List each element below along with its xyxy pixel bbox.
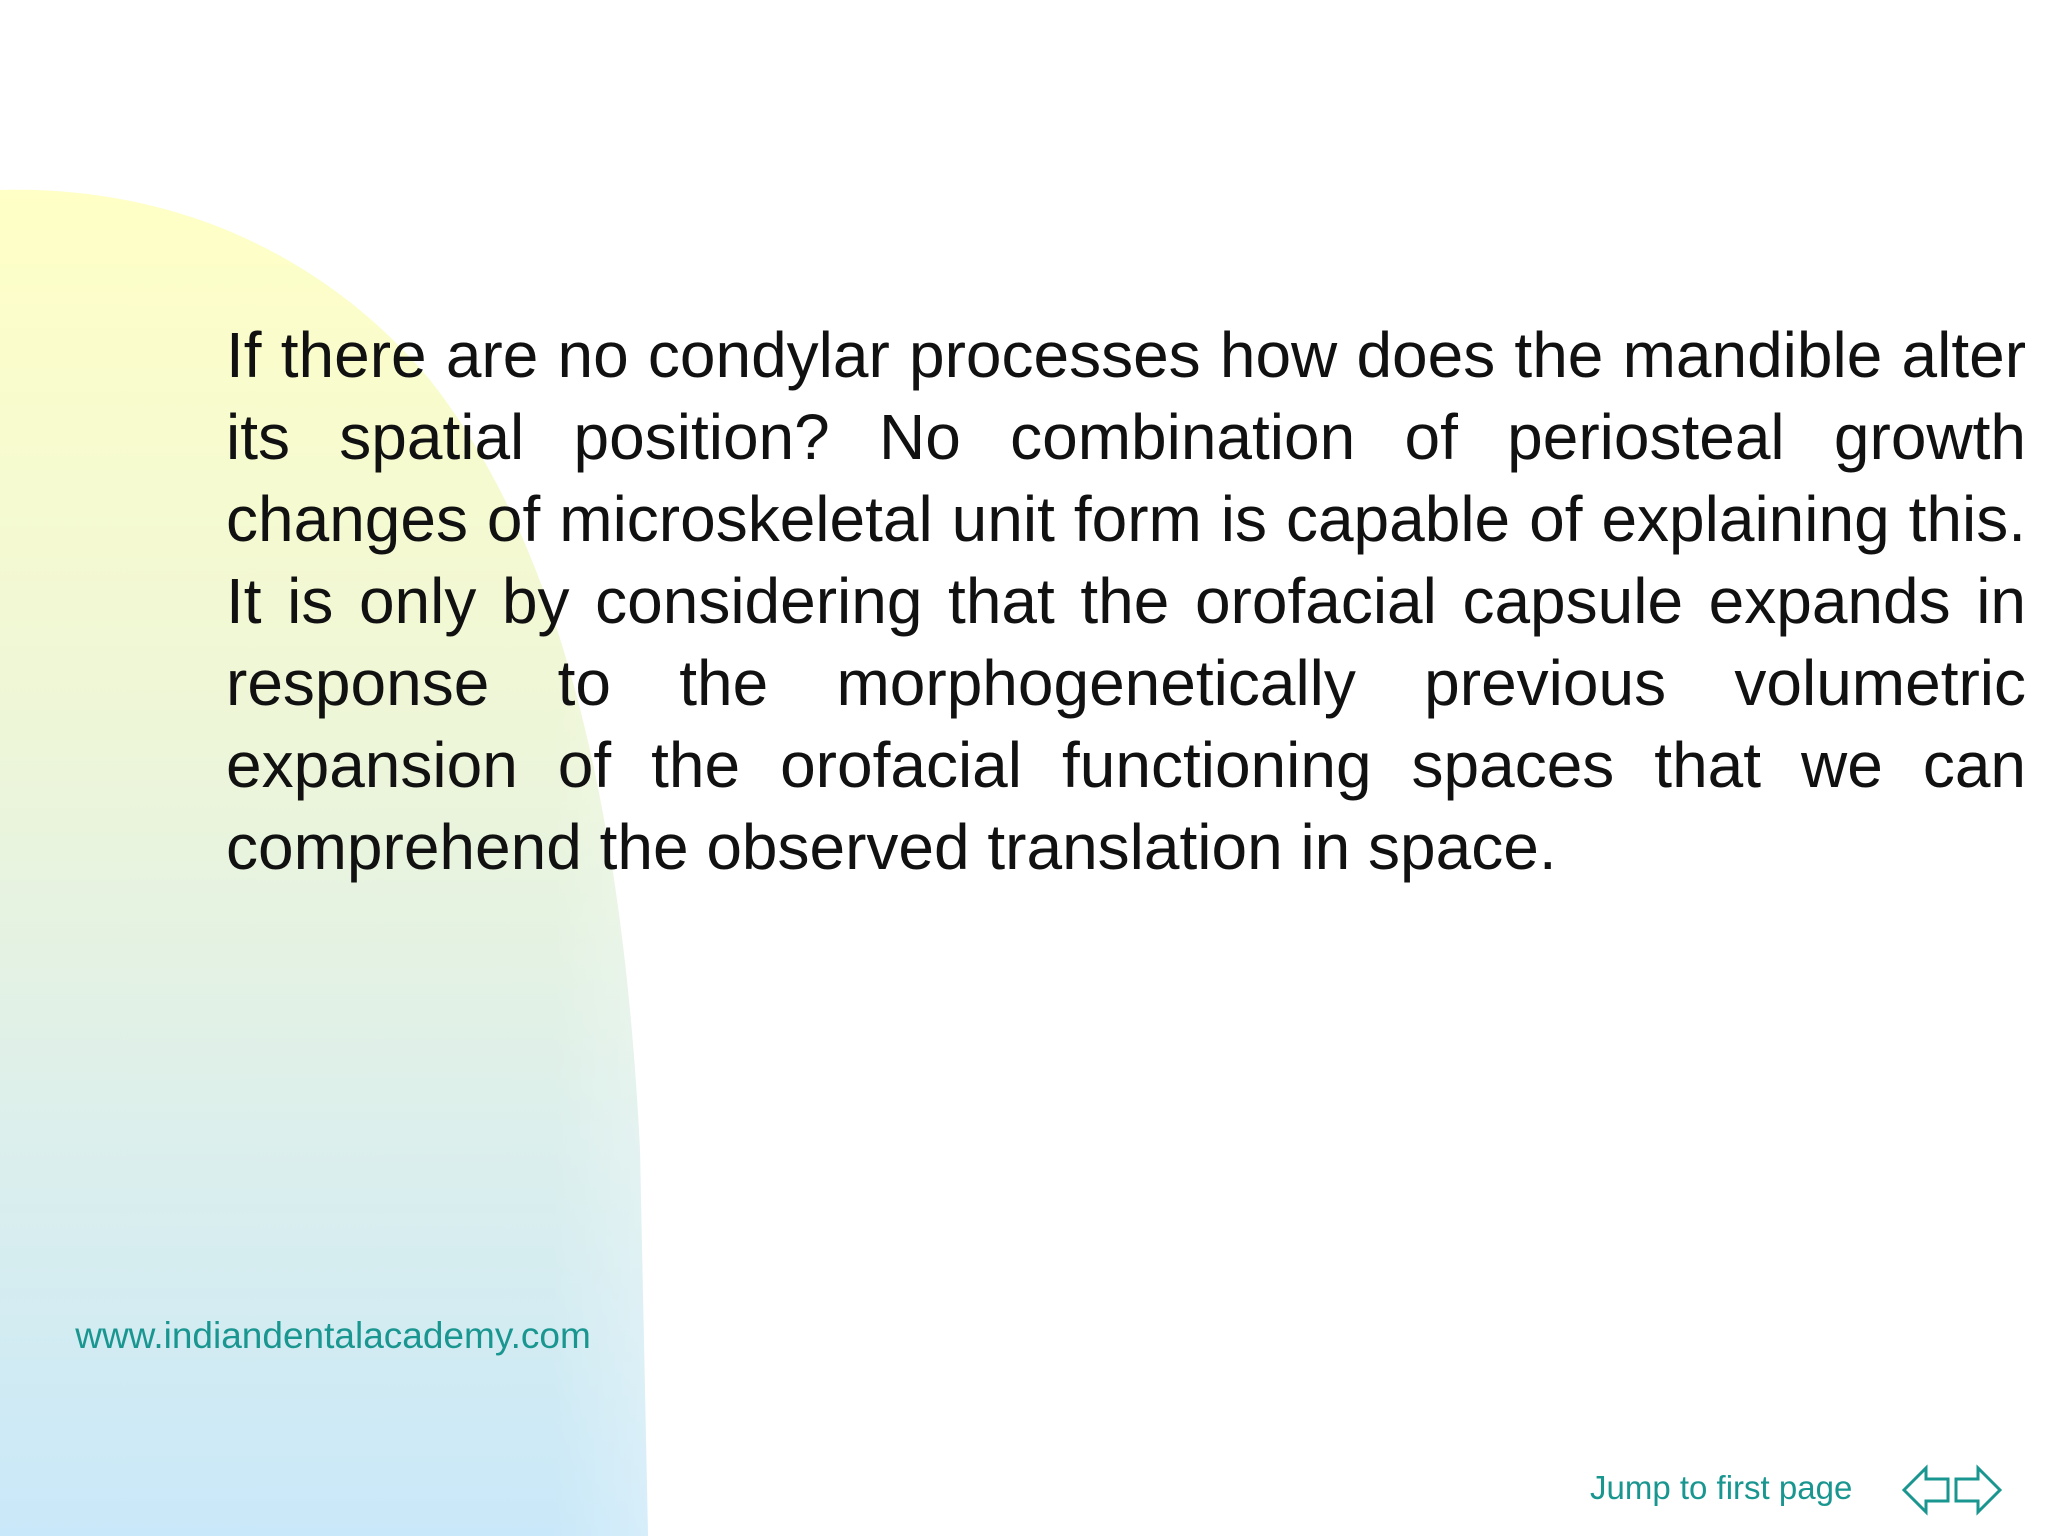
website-link[interactable]: www.indiandentalacademy.com bbox=[75, 1315, 591, 1356]
arrow-right-icon[interactable] bbox=[1952, 1460, 2004, 1520]
arrow-left-icon[interactable] bbox=[1900, 1460, 1952, 1520]
slide-body-text: If there are no condylar processes how does the mandible alter its spatial position? No combination of periosteal growth changes of microskeletal unit form is capable of explaining this. It is only by considering that the orofacial capsule expands in response to the morphogenetically previous volumetric expansion of the orofacial functioning spaces that we can comprehend the observed translation in space. bbox=[226, 319, 2026, 883]
slide-navigation bbox=[1900, 1460, 2004, 1520]
jump-to-first-page-link[interactable]: Jump to first page bbox=[1590, 1469, 1853, 1506]
